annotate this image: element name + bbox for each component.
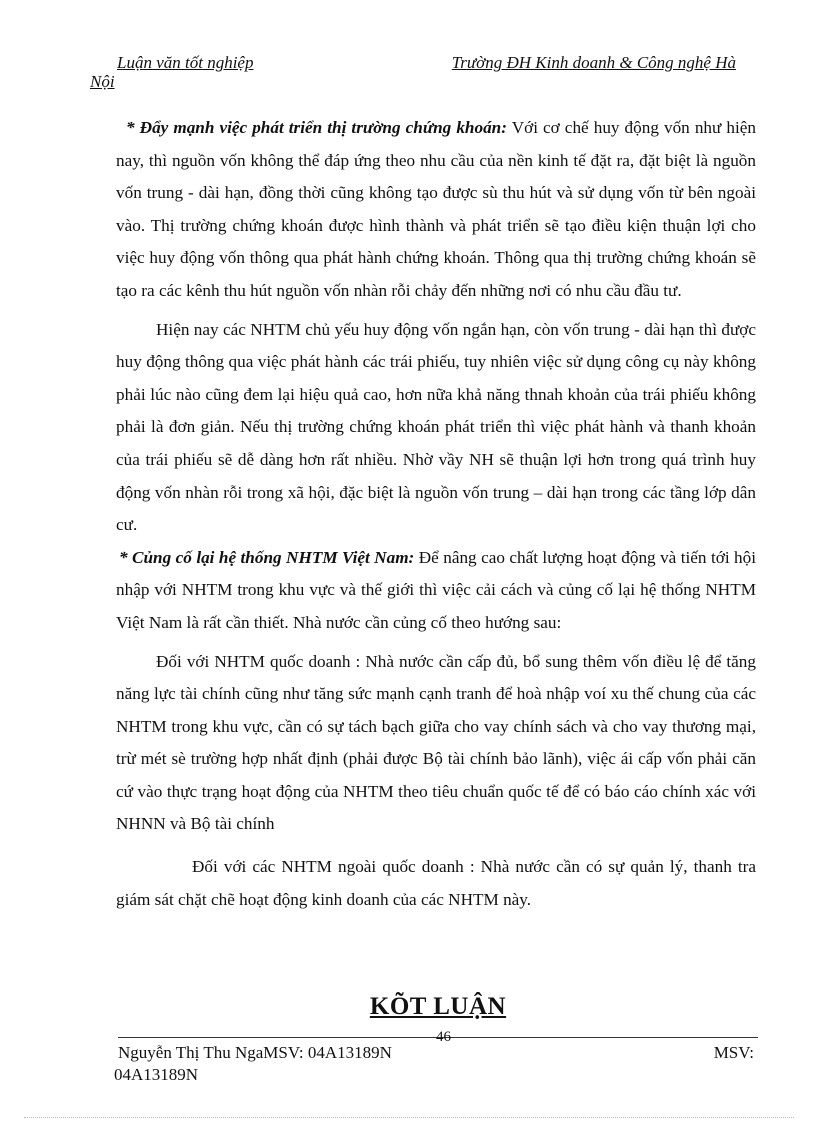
paragraph-lead: * Củng cố lại hệ thống NHTM Việt Nam: — [119, 547, 415, 567]
page-bottom-edge — [24, 1117, 794, 1118]
paragraph-text: Để nâng cao chất lượng hoạt động và tiến tới hội nhập với NHTM trong khu vực và thế giới thì việc cải cách và củng cố lại hệ thống NHTM Việt Nam là rất cần thiết. Nhà nước cần củng cố theo hướng sau: — [116, 547, 757, 632]
footer-msv-label: MSV: — [713, 1043, 754, 1062]
header-university-continuation: Nội — [90, 72, 115, 91]
header-thesis-label: Luận văn tốt nghiệp — [117, 53, 254, 72]
header-university: Trường ĐH Kinh doanh & Công nghệ Hà — [451, 53, 736, 72]
page-header — [90, 53, 750, 92]
paragraph-stock-market — [116, 112, 756, 308]
page-footer — [114, 1042, 758, 1086]
paragraph-lead: * Đẩy mạnh việc phát triển thị trường chứng khoán: — [126, 118, 507, 137]
page-number: 46 — [436, 1029, 451, 1045]
paragraph-current-state: Hiện nay các NHTM chủ yếu huy động vốn ngắn hạn, còn vốn trung - dài hạn thì được huy động thông qua việc phát hành các trái phiếu, tuy nhiên việc sử dụng công cụ này không phải lúc nào cũng đem lại hiệu quả cao, hơn nữa khả năng thnah khoản của trái phiếu không phải là đơn giản. Nếu thị trường chứng khoán phát triển thì việc phát hành và thanh khoản của trái phiếu sẽ dễ dàng hơn rất nhiều. Nhờ vầy NH sẽ thuận lợi hơn trong quá trình huy động vốn nhàn rỗi trong xã hội, đặc biệt là nguồn vốn trung – dài hạn trong các tầng lớp dân cư. — [116, 319, 756, 535]
conclusion-heading: KÕT LUẬN — [369, 993, 507, 1020]
footer-author: Nguyễn Thị Thu NgaMSV: 04A13189N — [118, 1043, 392, 1062]
document-body — [116, 112, 756, 916]
paragraph-non-state-banks: Đối với các NHTM ngoài quốc doanh : Nhà nước cần có sự quản lý, thanh tra giám sát chặt chẽ hoạt động kinh doanh của các NHTM này. — [116, 857, 756, 909]
footer-msv-value: 04A13189N — [114, 1065, 199, 1084]
paragraph-consolidation — [116, 542, 756, 640]
paragraph-text: Với cơ chế huy động vốn như hiện nay, thì nguồn vốn không thể đáp ứng theo nhu cầu của nền kinh tế đặt ra, đặt biệt là nguồn vốn trung - dài hạn, đồng thời cũng không tạo được sù thu hút và sử dụng vốn từ bên ngoài vào. Thị trường chứng khoán được hình thành và phát triển sẽ tạo điều kiện thuận lợi cho việc huy động vốn thông qua phát hành chứng khoán. Thông qua thị trường chứng khoán sẽ tạo ra các kênh thu hút nguồn vốn nhàn rỗi chảy đến những nơi có nhu cầu đầu tư. — [116, 118, 756, 300]
paragraph-state-owned-banks: Đối với NHTM quốc doanh : Nhà nước cần cấp đủ, bổ sung thêm vốn điều lệ để tăng năng lực tài chính cũng như tăng sức mạnh cạnh tranh để hoà nhập voí xu thế chung của các NHTM trong khu vực, cần có sự tách bạch giữa cho vay chính sách và cho vay thương mại, trừ mét sè trường hợp nhất định (phải được Bộ tài chính bảo lãnh), việc ái cấp vốn phải căn cứ vào thực trạng hoạt động của NHTM theo tiêu chuẩn quốc tế để có báo cáo chính xác với NHNN và Bộ tài chính — [116, 651, 756, 834]
